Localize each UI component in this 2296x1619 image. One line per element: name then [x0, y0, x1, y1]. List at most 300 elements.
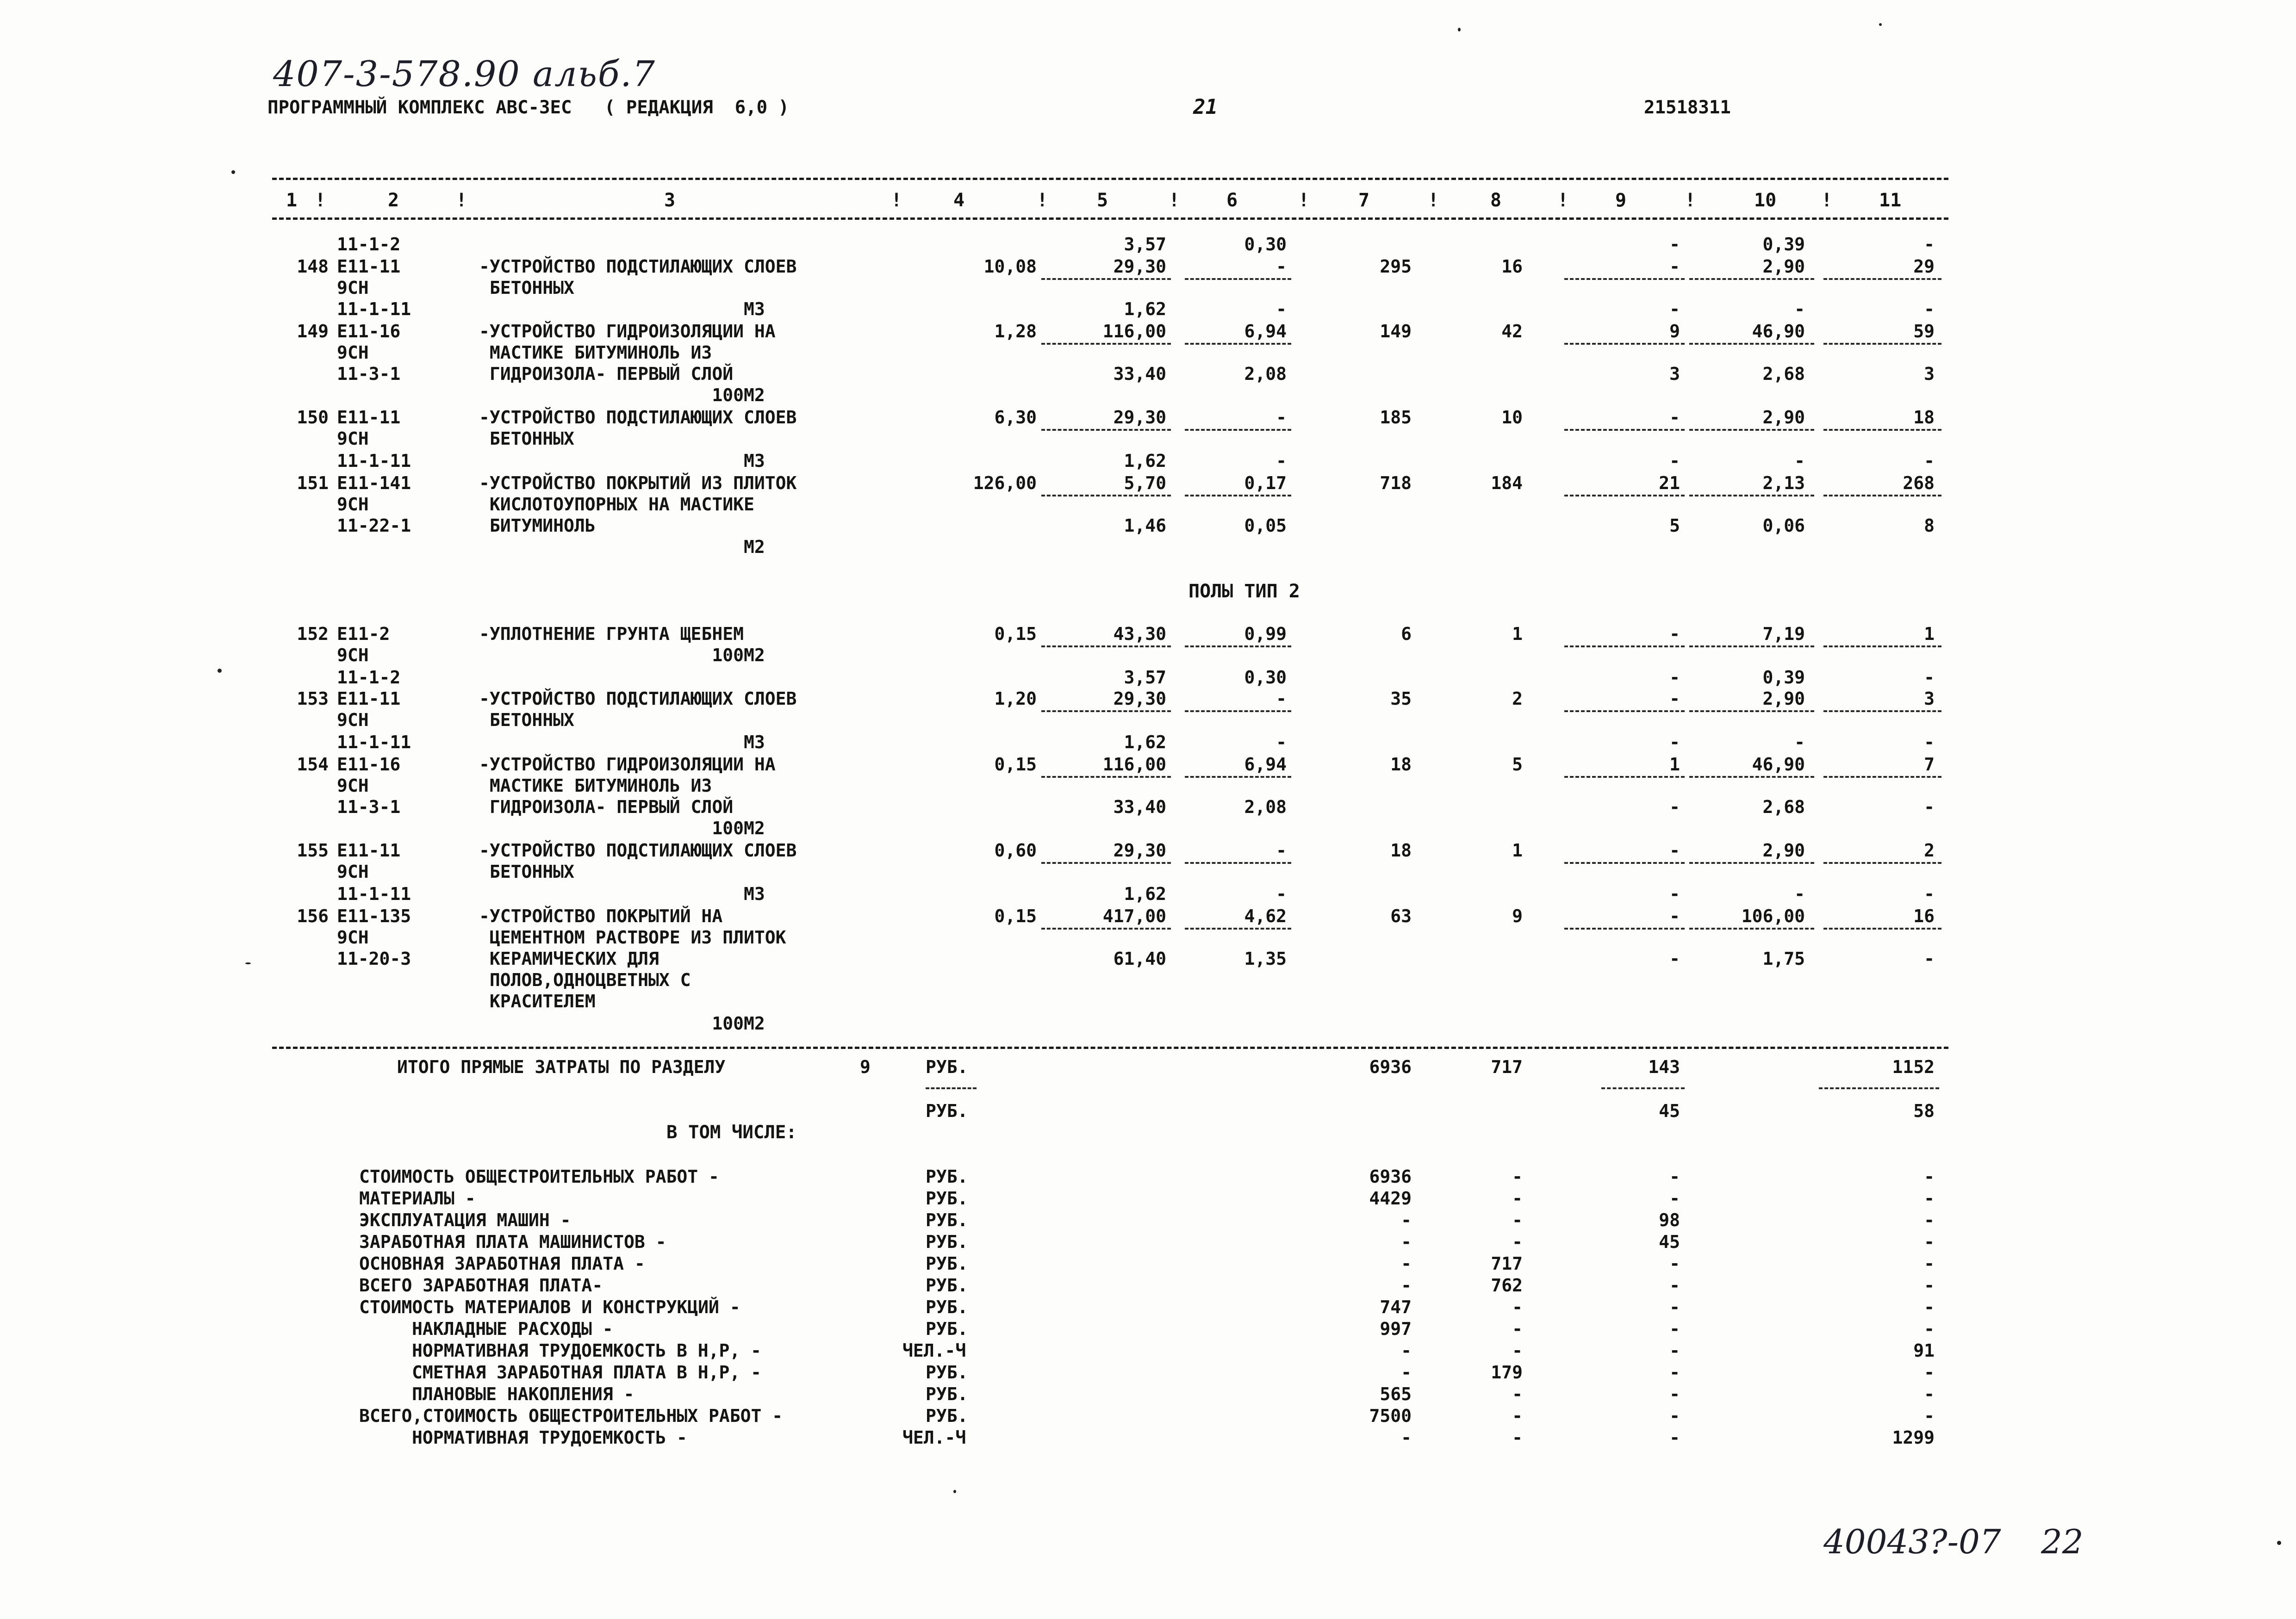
totals-unit: РУБ.	[926, 1057, 968, 1077]
page-number: 21	[1193, 95, 1218, 119]
scan-speck	[1458, 28, 1461, 31]
scan-speck	[953, 1490, 956, 1493]
summary-c8: -	[1512, 1406, 1523, 1426]
table-cell-c9: -	[1669, 407, 1680, 428]
cell-underline	[1689, 862, 1814, 864]
summary-unit: РУБ.	[926, 1297, 968, 1317]
table-cell-c3: БЕТОННЫХ	[479, 428, 574, 449]
table-cell-c2: Е11-2	[337, 624, 390, 644]
table-cell-c2: 11-1-11	[337, 299, 411, 319]
cell-underline	[1823, 776, 1941, 778]
table-cell-c11: -	[1924, 234, 1935, 254]
table-cell-c6: -	[1276, 299, 1287, 319]
cell-underline	[1823, 710, 1941, 712]
table-cell-c5: 116,00	[1102, 754, 1166, 775]
table-cell-c3: -УСТРОЙСТВО ПОДСТИЛАЮЩИХ СЛОЕВ	[479, 256, 797, 277]
table-cell-c5: 43,30	[1113, 624, 1166, 644]
table-cell-c7: 295	[1380, 256, 1412, 277]
summary-unit: РУБ.	[926, 1362, 968, 1383]
table-cell-c6: -	[1276, 732, 1287, 752]
table-cell-c6: 6,94	[1244, 321, 1287, 341]
table-cell-c8: 9	[1512, 906, 1523, 926]
cell-underline	[1564, 928, 1685, 930]
table-cell-c6: -	[1276, 840, 1287, 861]
table-cell-c9: -	[1669, 234, 1680, 254]
cell-underline	[1185, 862, 1291, 864]
table-cell-c11: 1	[1924, 624, 1935, 644]
table-cell-c7: 63	[1390, 906, 1412, 926]
summary-c9: -	[1669, 1275, 1680, 1296]
table-cell-c2: Е11-141	[337, 473, 411, 493]
table-cell-c2: 9СН	[337, 278, 369, 298]
summary-c7: -	[1401, 1232, 1412, 1252]
table-cell-c9: -	[1669, 949, 1680, 969]
cell-underline	[1041, 710, 1171, 712]
table-cell-c9: -	[1669, 299, 1680, 319]
table-cell-c10: -	[1794, 299, 1805, 319]
column-number-2: 2	[388, 190, 399, 211]
table-cell-c9: 9	[1669, 321, 1680, 341]
summary-c7: -	[1401, 1253, 1412, 1274]
cell-underline	[1185, 928, 1291, 930]
table-cell-c4: 6,30	[994, 407, 1037, 428]
cell-underline	[1564, 495, 1685, 496]
table-cell-c10: 0,39	[1762, 667, 1805, 688]
summary-c8: -	[1512, 1232, 1523, 1252]
table-cell-c2: 11-1-2	[337, 667, 401, 688]
table-cell-c11: 2	[1924, 840, 1935, 861]
cell-underline	[1823, 862, 1941, 864]
column-separator: !	[315, 190, 326, 211]
summary-c11: -	[1924, 1319, 1935, 1339]
table-cell-c6: 1,35	[1244, 949, 1287, 969]
column-separator: !	[1169, 190, 1180, 211]
table-cell-c8: 184	[1491, 473, 1523, 493]
table-cell-c2: Е11-16	[337, 754, 401, 775]
table-cell-c2: 9СН	[337, 494, 369, 515]
table-cell-c10: -	[1794, 732, 1805, 752]
column-number-5: 5	[1097, 190, 1108, 211]
column-separator: !	[1037, 190, 1048, 211]
table-cell-c3: -УСТРОЙСТВО ПОКРЫТИЙ НА	[479, 906, 723, 926]
table-cell-c10: 2,90	[1762, 689, 1805, 709]
cell-underline	[1823, 278, 1941, 280]
summary-c9: -	[1669, 1406, 1680, 1426]
totals-c11-b: 58	[1913, 1101, 1935, 1121]
summary-c11: -	[1924, 1275, 1935, 1296]
column-separator: !	[1557, 190, 1569, 211]
table-cell-c2: 9СН	[337, 862, 369, 882]
summary-label: НОРМАТИВНАЯ ТРУДОЕМКОСТЬ -	[412, 1427, 687, 1448]
cell-underline	[1041, 495, 1171, 496]
table-cell-c10: 2,68	[1762, 364, 1805, 384]
cell-underline	[1823, 645, 1941, 647]
table-cell-c3: -УСТРОЙСТВО ПОДСТИЛАЮЩИХ СЛОЕВ	[479, 840, 797, 861]
table-cell-c2: 11-1-11	[337, 732, 411, 752]
cell-underline	[1689, 429, 1814, 431]
totals-c9-b: 45	[1659, 1101, 1680, 1121]
table-cell-c3: М3	[479, 732, 765, 752]
table-cell-c2: Е11-11	[337, 256, 401, 277]
table-cell-c11: -	[1924, 299, 1935, 319]
table-cell-c4: 1,28	[994, 321, 1037, 341]
summary-c9: -	[1669, 1188, 1680, 1209]
table-cell-c2: 9СН	[337, 342, 369, 363]
table-cell-c10: 0,06	[1762, 515, 1805, 536]
summary-c7: 6936	[1369, 1166, 1412, 1187]
cell-underline	[1689, 928, 1814, 930]
table-cell-c5: 3,57	[1124, 667, 1166, 688]
table-cell-c4: 0,15	[994, 754, 1037, 775]
summary-label: ОСНОВНАЯ ЗАРАБОТНАЯ ПЛАТА -	[359, 1253, 645, 1274]
table-cell-c3: БЕТОННЫХ	[479, 710, 574, 730]
summary-c11: -	[1924, 1166, 1935, 1187]
summary-c8: 717	[1491, 1253, 1523, 1274]
cell-underline	[1823, 343, 1941, 345]
table-cell-c10: 46,90	[1752, 754, 1805, 775]
table-cell-c11: -	[1924, 732, 1935, 752]
table-cell-c6: -	[1276, 884, 1287, 904]
totals-unit-2: РУБ.	[926, 1101, 968, 1121]
table-cell-c7: 185	[1380, 407, 1412, 428]
summary-unit: РУБ.	[926, 1253, 968, 1274]
table-cell-c2: 9СН	[337, 428, 369, 449]
table-cell-c9: 21	[1659, 473, 1680, 493]
summary-c9: -	[1669, 1253, 1680, 1274]
cell-underline	[1564, 278, 1685, 280]
cell-underline	[1823, 429, 1941, 431]
table-cell-c2: 9СН	[337, 710, 369, 730]
table-cell-c10: 2,90	[1762, 407, 1805, 428]
table-cell-c1: 151	[297, 473, 329, 493]
table-cell-c5: 1,62	[1124, 732, 1166, 752]
summary-unit: РУБ.	[926, 1319, 968, 1339]
table-cell-c2: Е11-16	[337, 321, 401, 341]
table-cell-c5: 1,62	[1124, 451, 1166, 471]
table-cell-c6: 0,99	[1244, 624, 1287, 644]
handwritten-inventory-number: 40043?-07	[1823, 1522, 2001, 1561]
table-cell-c10: -	[1794, 884, 1805, 904]
table-cell-c9: -	[1669, 906, 1680, 926]
column-number-11: 11	[1879, 190, 1902, 211]
summary-c9: -	[1669, 1166, 1680, 1187]
summary-c8: -	[1512, 1427, 1523, 1448]
totals-c9-underline	[1601, 1087, 1685, 1089]
table-cell-c10: 2,90	[1762, 256, 1805, 277]
table-cell-c8: 5	[1512, 754, 1523, 775]
cell-underline	[1041, 278, 1171, 280]
table-cell-c9: -	[1669, 732, 1680, 752]
summary-label: НАКЛАДНЫЕ РАСХОДЫ -	[412, 1319, 613, 1339]
table-cell-c9: -	[1669, 451, 1680, 471]
table-cell-c6: 0,30	[1244, 667, 1287, 688]
table-cell-c2: 9СН	[337, 645, 369, 665]
summary-c7: 4429	[1369, 1188, 1412, 1209]
table-cell-c3: 100М2	[479, 818, 765, 838]
table-cell-c9: 1	[1669, 754, 1680, 775]
summary-unit: РУБ.	[926, 1406, 968, 1426]
summary-c7: 565	[1380, 1384, 1412, 1404]
table-cell-c11: 8	[1924, 515, 1935, 536]
table-cell-c5: 29,30	[1113, 407, 1166, 428]
summary-c9: -	[1669, 1340, 1680, 1361]
section-title: ПОЛЫ ТИП 2	[1188, 581, 1300, 602]
scan-speck	[245, 962, 251, 964]
summary-c7: 997	[1380, 1319, 1412, 1339]
table-cell-c8: 2	[1512, 689, 1523, 709]
summary-c11: -	[1924, 1232, 1935, 1252]
table-cell-c9: -	[1669, 840, 1680, 861]
table-cell-c7: 718	[1380, 473, 1412, 493]
summary-c7: -	[1401, 1275, 1412, 1296]
scan-speck	[231, 170, 235, 174]
table-cell-c7: 35	[1390, 689, 1412, 709]
summary-unit: РУБ.	[926, 1210, 968, 1230]
table-cell-c4: 0,15	[994, 906, 1037, 926]
column-number-8: 8	[1490, 190, 1502, 211]
table-cell-c11: -	[1924, 949, 1935, 969]
summary-c11: -	[1924, 1297, 1935, 1317]
table-cell-c3: БЕТОННЫХ	[479, 278, 574, 298]
summary-label: ПЛАНОВЫЕ НАКОПЛЕНИЯ -	[412, 1384, 635, 1404]
cell-underline	[1564, 645, 1685, 647]
table-cell-c4: 126,00	[973, 473, 1037, 493]
table-cell-c1: 155	[297, 840, 329, 861]
column-number-10: 10	[1754, 190, 1777, 211]
summary-c8: 179	[1491, 1362, 1523, 1383]
summary-c8: 762	[1491, 1275, 1523, 1296]
table-cell-c5: 417,00	[1102, 906, 1166, 926]
summary-c9: 98	[1659, 1210, 1680, 1230]
table-cell-c2: 11-1-2	[337, 234, 401, 254]
table-cell-c3: МАСТИКЕ БИТУМИНОЛЬ ИЗ	[479, 775, 712, 796]
cell-underline	[1689, 495, 1814, 496]
column-separator: !	[891, 190, 902, 211]
summary-c7: 747	[1380, 1297, 1412, 1317]
table-cell-c5: 1,62	[1124, 299, 1166, 319]
table-cell-c2: 11-1-11	[337, 451, 411, 471]
cell-underline	[1185, 495, 1291, 496]
summary-c11: -	[1924, 1384, 1935, 1404]
totals-c11: 1152	[1892, 1057, 1935, 1077]
summary-label: МАТЕРИАЛЫ -	[359, 1188, 476, 1209]
table-cell-c11: 268	[1903, 473, 1935, 493]
table-cell-c5: 3,57	[1124, 234, 1166, 254]
column-separator: !	[1685, 190, 1696, 211]
summary-unit: РУБ.	[926, 1232, 968, 1252]
summary-c9: -	[1669, 1297, 1680, 1317]
totals-label: ИТОГО ПРЯМЫЕ ЗАТРАТЫ ПО РАЗДЕЛУ	[397, 1057, 726, 1077]
table-cell-c3: МАСТИКЕ БИТУМИНОЛЬ ИЗ	[479, 342, 712, 363]
summary-c8: -	[1512, 1210, 1523, 1230]
table-cell-c5: 29,30	[1113, 256, 1166, 277]
table-cell-c9: -	[1669, 624, 1680, 644]
summary-label: СТОИМОСТЬ МАТЕРИАЛОВ И КОНСТРУКЦИЙ -	[359, 1297, 740, 1317]
totals-c8: 717	[1491, 1057, 1523, 1077]
summary-c8: -	[1512, 1297, 1523, 1317]
table-cell-c10: 1,75	[1762, 949, 1805, 969]
table-cell-c2: 11-1-11	[337, 884, 411, 904]
summary-c9: 45	[1659, 1232, 1680, 1252]
table-cell-c11: 3	[1924, 689, 1935, 709]
table-cell-c8: 16	[1501, 256, 1523, 277]
table-cell-c6: -	[1276, 407, 1287, 428]
table-cell-c6: 0,30	[1244, 234, 1287, 254]
table-cell-c10: 2,90	[1762, 840, 1805, 861]
table-cell-c11: -	[1924, 797, 1935, 817]
table-cell-c8: 10	[1501, 407, 1523, 428]
table-cell-c2: 11-3-1	[337, 797, 401, 817]
table-cell-c2: Е11-135	[337, 906, 411, 926]
table-cell-c4: 0,60	[994, 840, 1037, 861]
table-cell-c6: 6,94	[1244, 754, 1287, 775]
scan-speck	[2277, 1541, 2281, 1545]
table-cell-c10: -	[1794, 451, 1805, 471]
table-cell-c6: 2,08	[1244, 364, 1287, 384]
table-cell-c1: 152	[297, 624, 329, 644]
table-cell-c9: 5	[1669, 515, 1680, 536]
cell-underline	[1185, 710, 1291, 712]
totals-rule	[272, 1047, 1948, 1049]
cell-underline	[1689, 776, 1814, 778]
table-cell-c10: 7,19	[1762, 624, 1805, 644]
scan-speck	[218, 669, 222, 673]
summary-c11: -	[1924, 1188, 1935, 1209]
summary-label: НОРМАТИВНАЯ ТРУДОЕМКОСТЬ В Н,Р, -	[412, 1340, 761, 1361]
table-cell-c11: -	[1924, 884, 1935, 904]
table-cell-c6: 0,17	[1244, 473, 1287, 493]
cell-underline	[1041, 429, 1171, 431]
column-separator: !	[456, 190, 467, 211]
table-cell-c3: 100М2	[479, 1013, 765, 1034]
cell-underline	[1689, 278, 1814, 280]
summary-label: СТОИМОСТЬ ОБЩЕСТРОИТЕЛЬНЫХ РАБОТ -	[359, 1166, 719, 1187]
table-cell-c9: -	[1669, 797, 1680, 817]
table-cell-c6: 4,62	[1244, 906, 1287, 926]
table-cell-c11: 7	[1924, 754, 1935, 775]
table-cell-c5: 29,30	[1113, 840, 1166, 861]
summary-label: ВСЕГО ЗАРАБОТНАЯ ПЛАТА-	[359, 1275, 603, 1296]
column-number-1: 1	[286, 190, 298, 211]
summary-c8: -	[1512, 1340, 1523, 1361]
table-cell-c9: -	[1669, 884, 1680, 904]
cell-underline	[1564, 429, 1685, 431]
program-title: ПРОГРАММНЫЙ КОМПЛЕКС АВС-ЗЕС ( РЕДАКЦИЯ 6,0 )	[268, 97, 790, 118]
summary-unit: РУБ.	[926, 1188, 968, 1209]
summary-c9: -	[1669, 1384, 1680, 1404]
table-cell-c3: КРАСИТЕЛЕМ	[479, 991, 596, 1011]
summary-c11: -	[1924, 1362, 1935, 1383]
table-cell-c3: -УСТРОЙСТВО ПОДСТИЛАЮЩИХ СЛОЕВ	[479, 407, 797, 428]
cell-underline	[1185, 776, 1291, 778]
table-cell-c6: -	[1276, 256, 1287, 277]
table-cell-c7: 149	[1380, 321, 1412, 341]
table-cell-c2: 9СН	[337, 927, 369, 948]
summary-c11: -	[1924, 1253, 1935, 1274]
summary-c9: -	[1669, 1319, 1680, 1339]
summary-c11: -	[1924, 1210, 1935, 1230]
table-cell-c5: 5,70	[1124, 473, 1166, 493]
table-cell-c1: 149	[297, 321, 329, 341]
table-cell-c3: -УСТРОЙСТВО ПОКРЫТИЙ ИЗ ПЛИТОК	[479, 473, 797, 493]
table-cell-c3: М3	[479, 884, 765, 904]
table-cell-c5: 33,40	[1113, 364, 1166, 384]
table-cell-c3: 100М2	[479, 645, 765, 665]
summary-label: ЭКСПЛУАТАЦИЯ МАШИН -	[359, 1210, 571, 1230]
table-cell-c3: М2	[479, 537, 765, 557]
summary-label: ВСЕГО,СТОИМОСТЬ ОБЩЕСТРОИТЕЛЬНЫХ РАБОТ -	[359, 1406, 783, 1426]
summary-label: ЗАРАБОТНАЯ ПЛАТА МАШИНИСТОВ -	[359, 1232, 666, 1252]
table-cell-c3: КИСЛОТОУПОРНЫХ НА МАСТИКЕ	[479, 494, 754, 515]
summary-c8: -	[1512, 1188, 1523, 1209]
table-cell-c10: 46,90	[1752, 321, 1805, 341]
summary-c7: -	[1401, 1362, 1412, 1383]
table-cell-c4: 1,20	[994, 689, 1037, 709]
table-cell-c11: -	[1924, 667, 1935, 688]
table-cell-c11: 3	[1924, 364, 1935, 384]
cell-underline	[1041, 928, 1171, 930]
table-cell-c5: 33,40	[1113, 797, 1166, 817]
handwritten-album-reference: 407-3-578.90 альб.7	[273, 53, 656, 94]
in-that-number-heading: В ТОМ ЧИСЛЕ:	[666, 1122, 797, 1143]
summary-c7: -	[1401, 1340, 1412, 1361]
cell-underline	[1689, 710, 1814, 712]
table-cell-c3: -УПЛОТНЕНИЕ ГРУНТА ЩЕБНЕМ	[479, 624, 744, 644]
cell-underline	[1041, 645, 1171, 647]
table-cell-c11: 16	[1913, 906, 1935, 926]
table-cell-c3: М3	[479, 451, 765, 471]
table-cell-c1: 153	[297, 689, 329, 709]
column-number-7: 7	[1358, 190, 1370, 211]
summary-c9: -	[1669, 1362, 1680, 1383]
table-cell-c10: 106,00	[1741, 906, 1805, 926]
summary-c8: -	[1512, 1319, 1523, 1339]
summary-c8: -	[1512, 1384, 1523, 1404]
cell-underline	[1041, 776, 1171, 778]
table-cell-c10: 2,13	[1762, 473, 1805, 493]
totals-c11-underline	[1819, 1087, 1939, 1089]
table-cell-c6: -	[1276, 451, 1287, 471]
table-cell-c4: 0,15	[994, 624, 1037, 644]
table-cell-c5: 116,00	[1102, 321, 1166, 341]
table-cell-c8: 1	[1512, 624, 1523, 644]
table-cell-c1: 150	[297, 407, 329, 428]
table-cell-c3: ПОЛОВ,ОДНОЦВЕТНЫХ С	[479, 970, 691, 990]
summary-unit: РУБ.	[926, 1275, 968, 1296]
column-number-3: 3	[664, 190, 676, 211]
cell-underline	[1041, 343, 1171, 345]
table-cell-c6: 2,08	[1244, 797, 1287, 817]
table-cell-c10: 2,68	[1762, 797, 1805, 817]
table-cell-c9: 3	[1669, 364, 1680, 384]
column-number-9: 9	[1615, 190, 1627, 211]
column-number-6: 6	[1226, 190, 1238, 211]
column-separator: !	[1821, 190, 1833, 211]
summary-unit: ЧЕЛ.-Ч	[902, 1427, 966, 1448]
cell-underline	[1564, 776, 1685, 778]
table-cell-c6: -	[1276, 689, 1287, 709]
table-cell-c8: 42	[1501, 321, 1523, 341]
table-cell-c2: 9СН	[337, 775, 369, 796]
cell-underline	[1185, 645, 1291, 647]
summary-c11: 1299	[1892, 1427, 1935, 1448]
column-separator: !	[1298, 190, 1310, 211]
table-cell-c8: 1	[1512, 840, 1523, 861]
cell-underline	[1689, 343, 1814, 345]
cell-underline	[1564, 343, 1685, 345]
totals-c7: 6936	[1369, 1057, 1412, 1077]
table-cell-c1: 154	[297, 754, 329, 775]
